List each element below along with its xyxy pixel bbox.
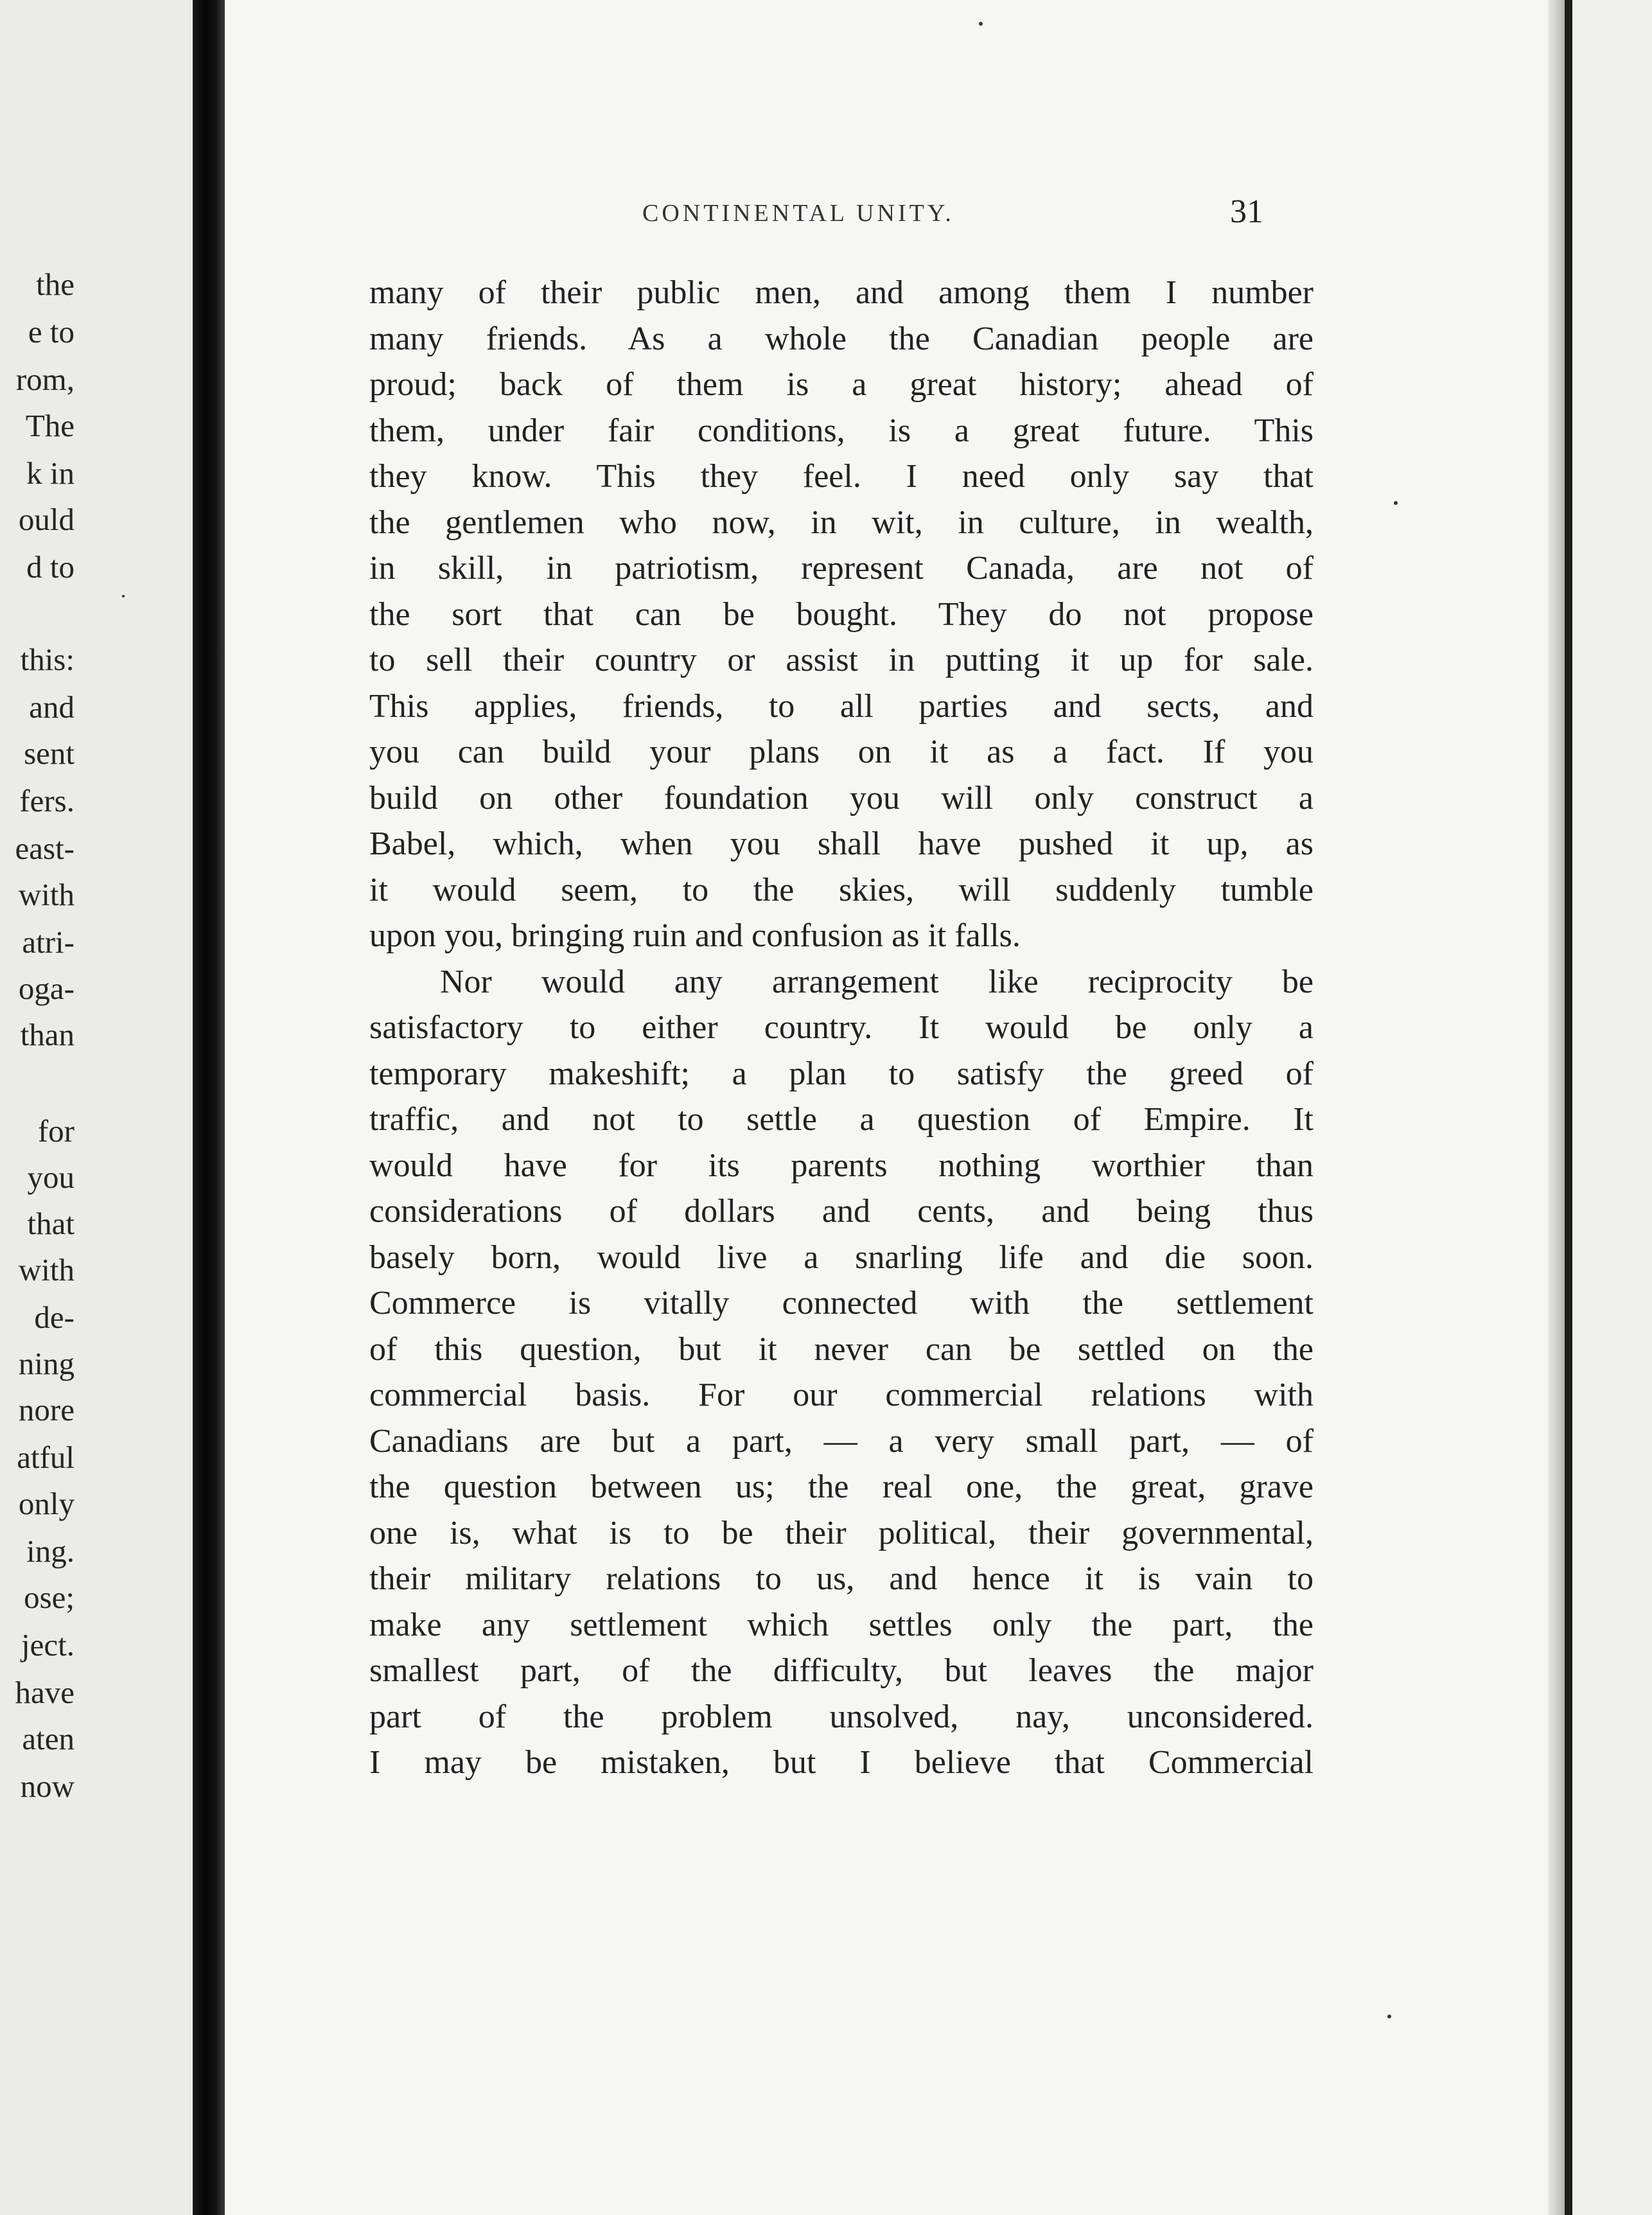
text-line: Babel, which, when you shall have pushed it up, as [369, 825, 1314, 862]
left-page-line: the [36, 267, 75, 302]
text-line: their military relations to us, and hence it is vain to [369, 1560, 1314, 1597]
left-page-line: ing. [26, 1533, 75, 1569]
left-page-line: atri- [22, 924, 75, 960]
left-page-line: with [18, 1252, 75, 1287]
dust-speck [979, 22, 983, 26]
text-line: the gentlemen who now, in wit, in culture, in wealth, [369, 504, 1314, 541]
text-line: it would seem, to the skies, will suddenly tumble [369, 871, 1314, 908]
left-page-line: k in [26, 455, 75, 491]
left-page-line: have [15, 1675, 75, 1710]
scan-margin [1572, 0, 1652, 2215]
text-line: commercial basis. For our commercial relations with [369, 1377, 1314, 1413]
text-line: proud; back of them is a great history; ahead of [369, 366, 1314, 403]
left-page-line: sent [24, 736, 75, 771]
left-page-line: The [25, 408, 75, 443]
text-line: build on other foundation you will only construct a [369, 779, 1314, 816]
text-line: upon you, bringing ruin and confusion as it falls. [369, 917, 1021, 954]
left-page-line: nore [18, 1392, 75, 1427]
text-line: many friends. As a whole the Canadian people are [369, 320, 1314, 357]
left-page-line: atful [17, 1440, 75, 1475]
page-number: 31 [1230, 193, 1263, 230]
left-page-line: with [18, 877, 75, 912]
text-line: This applies, friends, to all parties and sects, and [369, 687, 1314, 725]
text-line: smallest part, of the difficulty, but leaves the major [369, 1652, 1314, 1689]
text-line: the sort that can be bought. They do not propose [369, 596, 1314, 633]
text-line: temporary makeshift; a plan to satisfy the greed of [369, 1055, 1314, 1092]
text-line: they know. This they feel. I need only say that [369, 458, 1314, 495]
left-page-line: oga- [18, 971, 75, 1006]
dust-speck [122, 595, 125, 597]
text-line: make any settlement which settles only the part, the [369, 1606, 1314, 1643]
text-line: one is, what is to be their political, their governmental, [369, 1514, 1314, 1551]
previous-page-edge [0, 0, 193, 2215]
text-line: the question between us; the real one, the great, grave [369, 1469, 1314, 1505]
left-page-line: ning [18, 1346, 75, 1381]
left-page-line: than [20, 1017, 75, 1052]
left-page-line: east- [15, 831, 75, 866]
left-page-line: you [27, 1160, 75, 1195]
page-edge-shadow [1548, 0, 1565, 2215]
dust-speck [1387, 2015, 1391, 2018]
text-line: you can build your plans on it as a fact. If you [369, 734, 1314, 770]
text-line: satisfactory to either country. It would be only a [369, 1009, 1314, 1046]
text-line: to sell their country or assist in putting it up for sale. [369, 642, 1314, 678]
left-page-line: d to [26, 549, 75, 585]
body-text [369, 270, 1314, 1786]
left-page-line: ject. [21, 1627, 75, 1663]
text-line: Nor would any arrangement like reciprocity be [440, 963, 1314, 1000]
left-page-line: e to [28, 314, 75, 349]
text-line: I may be mistaken, but I believe that Commercial [369, 1744, 1314, 1781]
text-line: traffic, and not to settle a question of Empire. It [369, 1101, 1314, 1138]
text-line: in skill, in patriotism, represent Canada, are not of [369, 550, 1314, 587]
left-page-line: now [20, 1769, 75, 1804]
left-page-line: ould [18, 502, 75, 537]
text-line: part of the problem unsolved, nay, unconsidered. [369, 1698, 1314, 1735]
text-line: them, under fair conditions, is a great future. This [369, 412, 1314, 449]
dust-speck [1394, 501, 1398, 505]
left-page-line: and [29, 689, 75, 725]
left-page-line: that [27, 1206, 75, 1241]
left-page-line: de- [34, 1300, 75, 1335]
text-line: would have for its parents nothing worthier than [369, 1147, 1314, 1184]
text-line: of this question, but it never can be settled on the [369, 1330, 1314, 1368]
left-page-line: rom, [15, 362, 75, 397]
text-line: many of their public men, and among them I number [369, 274, 1314, 311]
left-page-line: fers. [19, 783, 75, 818]
text-line: basely born, would live a snarling life and die soon. [369, 1239, 1314, 1276]
text-line: considerations of dollars and cents, and being thus [369, 1193, 1314, 1230]
left-page-line: this: [20, 642, 75, 677]
left-page-line: for [37, 1113, 75, 1149]
book-gutter-shadow [193, 0, 225, 2215]
left-page-line: ose; [24, 1580, 75, 1615]
running-header: CONTINENTAL UNITY. [642, 200, 954, 227]
left-page-line: aten [22, 1721, 75, 1756]
scan-border-bar [1565, 0, 1572, 2215]
text-line: Canadians are but a part, — a very small part, — of [369, 1422, 1314, 1460]
text-line: Commerce is vitally connected with the settlement [369, 1285, 1314, 1321]
left-page-line: only [18, 1486, 75, 1521]
